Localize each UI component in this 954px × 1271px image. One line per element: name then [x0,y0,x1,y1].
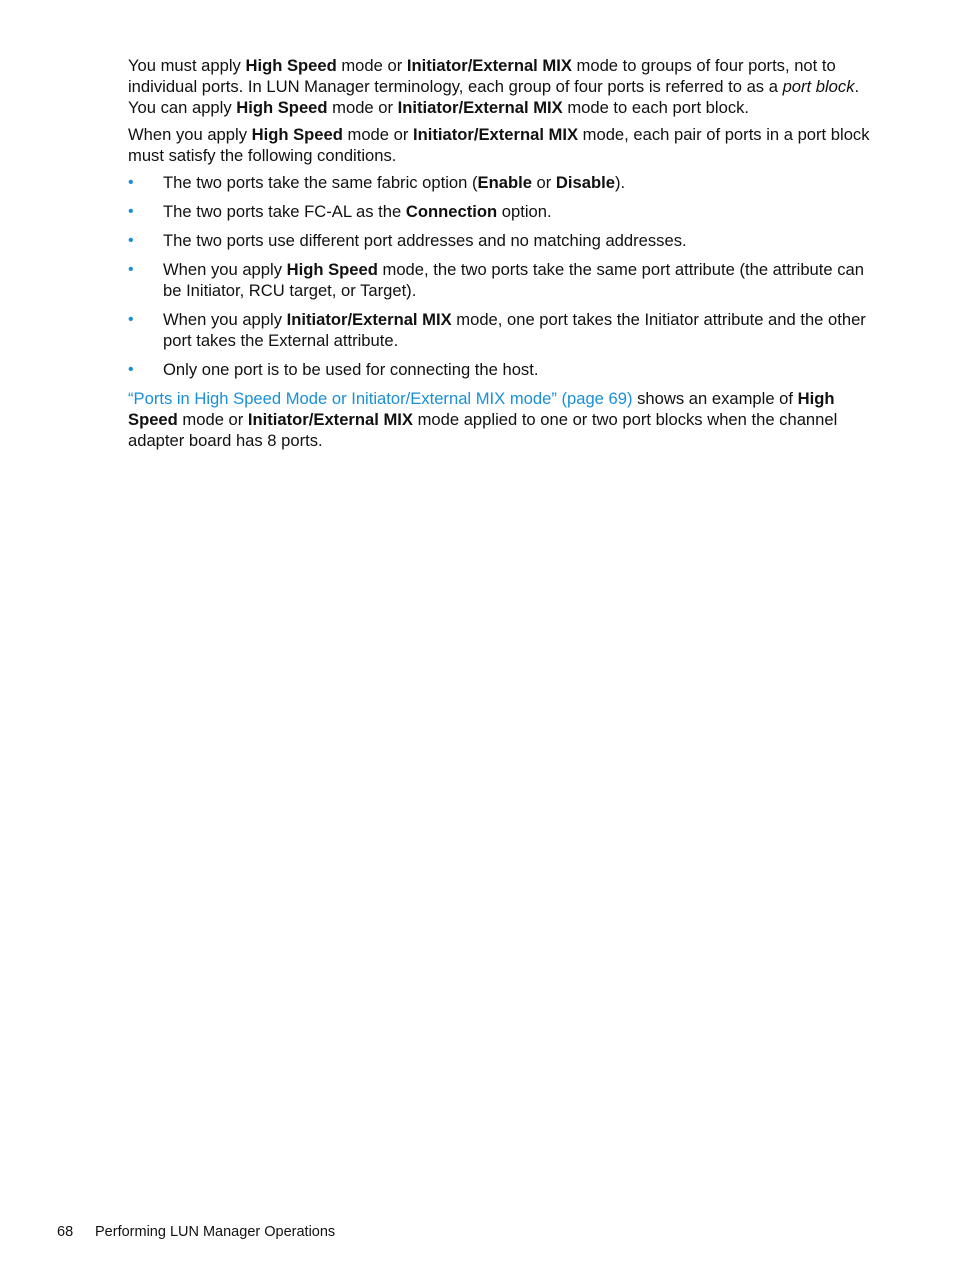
figure-cross-reference-link[interactable]: “Ports in High Speed Mode or Initiator/External MIX mode” (page 69) [128,389,633,408]
text: mode to each port block. [562,98,750,117]
text: mode or [336,56,407,75]
bullet-icon: • [128,361,134,378]
term-connection: Connection [405,202,498,221]
term-port-block: port block [782,77,855,96]
list-item [128,359,873,380]
text: When you apply [128,125,252,144]
list-item [128,201,873,222]
text: When you apply [163,310,287,329]
document-body [128,55,873,457]
text: mode or [177,410,248,429]
text: The two ports take FC-AL as the [163,202,406,221]
term-enable: Enable [477,173,532,192]
term-initiator-external-mix: Initiator/External MIX [406,56,572,75]
text: mode or [342,125,413,144]
term-initiator-external-mix: Initiator/External MIX [397,98,563,117]
list-item [128,230,873,251]
paragraph-conditions-intro [128,124,873,166]
term-initiator-external-mix: Initiator/External MIX [286,310,452,329]
bullet-icon: • [128,203,134,220]
text: You must apply [128,56,246,75]
text: mode, each pair of ports in a port block must satisfy the following conditions. [128,125,870,165]
page-number: 68 [57,1224,74,1240]
list-item [128,172,873,193]
list-item [128,259,873,301]
text: When you apply [163,260,287,279]
term-high-speed: High Speed [251,125,343,144]
text: Only one port is to be used for connecting the host. [163,360,539,379]
term-high-speed: High Speed [128,389,835,429]
text: or [531,173,556,192]
paragraph-port-block-intro [128,55,873,118]
list-item [128,309,873,351]
term-high-speed: High Speed [245,56,337,75]
text: . You can apply [128,77,860,117]
text: The two ports take the same fabric option ( [163,173,478,192]
bullet-icon: • [128,232,134,249]
text: shows an example of [632,389,798,408]
bullet-icon: • [128,174,134,191]
term-initiator-external-mix: Initiator/External MIX [247,410,413,429]
term-high-speed: High Speed [286,260,378,279]
text: mode, one port takes the Initiator attribute and the other port takes the External attribute. [163,310,866,350]
text: mode to groups of four ports, not to individual ports. In LUN Manager terminology, each group of four ports is referred to as a [128,56,836,96]
section-title: Performing LUN Manager Operations [95,1224,336,1240]
text: mode or [327,98,398,117]
text: The two ports use different port addresses and no matching addresses. [163,231,687,250]
page-footer [57,1222,335,1242]
conditions-list [128,172,873,380]
text: mode applied to one or two port blocks when the channel adapter board has 8 ports. [128,410,838,450]
paragraph-example-reference [128,388,873,451]
bullet-icon: • [128,261,134,278]
term-initiator-external-mix: Initiator/External MIX [413,125,579,144]
text: mode, the two ports take the same port attribute (the attribute can be Initiator, RCU target, or Target). [163,260,864,300]
text: ). [614,173,626,192]
term-disable: Disable [555,173,615,192]
text: option. [497,202,552,221]
bullet-icon: • [128,311,134,328]
term-high-speed: High Speed [236,98,328,117]
